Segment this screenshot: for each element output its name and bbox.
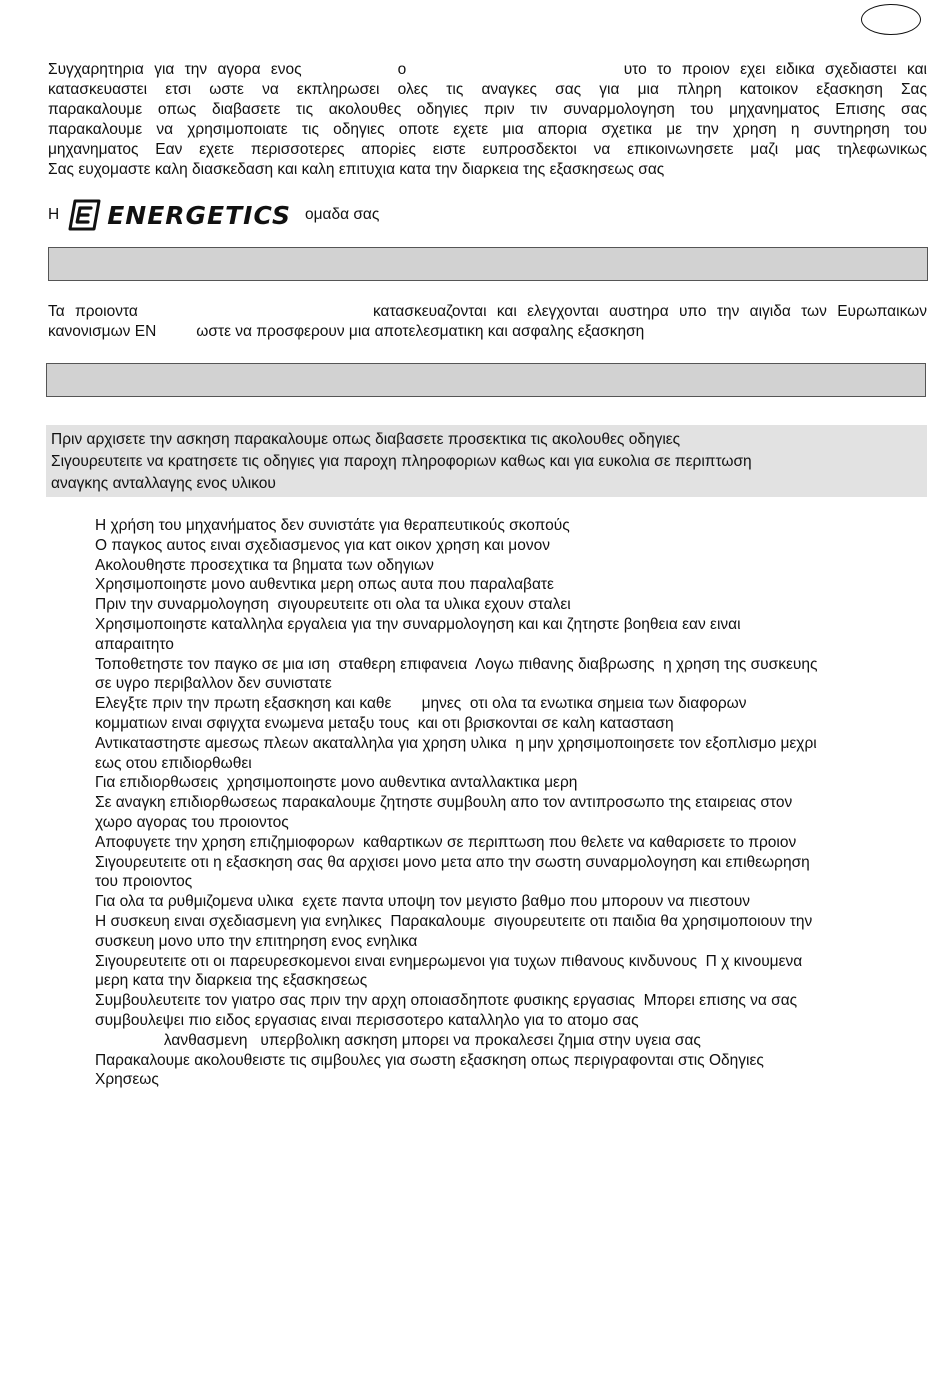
rule-line: Αντικαταστηστε αμεσως πλεων ακαταλληλα για χρηση υλικα η μην χρησιμοποιησετε τον εξοπλισμο μεχρι	[95, 734, 817, 752]
rule-line: Ο παγκος αυτος ειναι σχεδιασμενος για κατ οικον χρηση και μονον	[95, 536, 550, 554]
rule-line: Τοποθετηστε τον παγκο σε μια ιση σταθερη επιφανεια Λογω πιθανης διαβρωσης η χρηση της συσκευης	[95, 655, 818, 673]
section-header-bar	[48, 247, 928, 281]
rule-line: Σε αναγκη επιδιορθωσεως παρακαλουμε ζητηστε συμβουλη απο τον αντιπροσωπο της εταιρειας στον	[95, 794, 793, 812]
rule-line: Για ολα τα ρυθμιζομενα υλικα εχετε παντα υποψη τον μεγιστο βαθμο που μπορουν να πιεστουν	[95, 893, 751, 911]
rule-line: Πριν την συναρμολογηση σιγουρευτειτε οτι ολα τα υλικα εχουν σταλει	[95, 596, 571, 614]
notice-line: αναγκης ανταλλαγης ενος υλικου	[51, 475, 276, 492]
intro-line	[48, 60, 927, 80]
section-header-bar	[46, 363, 926, 397]
intro-paragraph	[48, 60, 927, 180]
rule-line: απαραιτητο	[95, 635, 174, 653]
rule-line: σε υγρο περιβαλλον δεν συνιστατε	[95, 675, 332, 693]
rule-line: Σιγουρευτειτε οτι η εξασκηση σας θα αρχισει μονο μετα απο την σωστη συναρμολογηση και επιθεωρηση	[95, 853, 810, 871]
notice-box	[46, 425, 927, 497]
energetics-logo	[67, 199, 291, 231]
brand-name: ENERGETICS	[107, 200, 291, 230]
rule-line: Συμβουλευτειτε τον γιατρο σας πριν την αρχη οποιασδηποτε φυσικης εργασιας Μπορει επισης να σας	[95, 992, 798, 1010]
standards-text: Τα προιοντα	[48, 303, 138, 320]
notice-line: Σιγουρευτειτε να κρατησετε τις οδηγιες για παροχη πληροφοριων καθως και για ευκολια σε περιπτωση	[51, 453, 752, 470]
rule-line: Παρακαλουμε ακολουθειστε τις σιμβουλες για σωστη εξασκηση οπως περιγραφονται στις Οδηγιες	[95, 1051, 764, 1069]
rule-line: Χρησιμοποιηστε μονο αυθεντικα μερη οπως αυτα που παραλαβατε	[95, 576, 554, 594]
intro-line: μηχανηματος Εαν εχετε περισσοτερες απορiες ειστε ευπροσδεκτοι να επικοινωνησετε μαζι μας τηλεφωνικως	[48, 141, 927, 158]
rule-line: κομματιων ειναι σφιγχτα ενωμενα μεταξυ τους και οτι βρισκονται σε καλη κατασταση	[95, 714, 674, 732]
signature-prefix: Η	[48, 206, 60, 223]
notice-line: Πριν αρχισετε την ασκηση παρακαλουμε οπως διαβασετε προσεκτικα τις ακολουθες οδηγιες	[51, 431, 681, 448]
rule-line: του προιοντος	[95, 873, 193, 891]
standards-line	[48, 322, 927, 342]
standards-text: κατασκευαζονται και ελεγχονται αυστηρα υπο την αιγιδα των Ευρωπαικων	[373, 303, 927, 320]
intro-text-c: υτο το προιον εχει ειδικα σχεδιαστει και	[623, 61, 927, 78]
language-badge	[861, 4, 921, 35]
safety-rules-list	[95, 516, 930, 1090]
signature-suffix: ομαδα σας	[304, 206, 380, 223]
intro-line: κατασκευαστει ετσι ωστε να εκπληρωσει ολες τις αναγκες σας για μια πληρη κατοικον εξασκηση Σας	[48, 81, 927, 98]
rule-line: χωρο αγορας του προιοντος	[95, 813, 289, 831]
rule-line: Η συσκευη ειναι σχεδιασμενη για ενηλικες Παρακαλουμε σιγουρευτειτε οτι παιδια θα χρησιμοποιουν την	[95, 912, 813, 930]
rule-line: λανθασμενη υπερβολικη ασκηση μπορει να προκαλεσει ζημια στην υγεια σας	[95, 1031, 701, 1049]
standards-text: ωστε να προσφερουν μια αποτελεσματικη και ασφαλης εξασκηση	[196, 323, 645, 340]
rule-line: μερη κατα την διαρκεια της εξασκησεως	[95, 972, 368, 990]
standards-line	[48, 302, 927, 322]
rule-line: εως οτου επιδιορθωθει	[95, 754, 252, 772]
intro-line: παρακαλουμε οπως διαβασετε τις ακολουθες οδηγιες πριν τιν συναρμολογηση του μηχανηματος Επισης σας	[48, 101, 927, 118]
standards-text: κανονισμων ΕΝ	[48, 323, 157, 340]
energetics-e-icon	[67, 199, 101, 231]
rule-line: Αποφυγετε την χρηση επιζημιοφορων καθαρτικων σε περιπτωση που θελετε να καθαρισετε το προιον	[95, 833, 797, 851]
intro-line: παρακαλουμε να χρησιμοποιατε τις οδηγιες οποτε εχετε μια απορια σχετικα με την χρηση η συντηρηση του	[48, 121, 927, 138]
rule-line: Η χρήση του μηχανήματος δεν συνιστάτε για θεραπευτικούς σκοπούς	[95, 517, 570, 534]
rule-line: Χρησιμοποιηστε καταλληλα εργαλεια για την συναρμολογηση και και ζητηστε βοηθεια εαν ειναι	[95, 615, 741, 633]
rule-line: συσκευη μονο υπο την επιτηρηση ενος ενηλικα	[95, 932, 418, 950]
signature-line	[48, 199, 379, 231]
intro-text-b: ο	[397, 61, 407, 78]
rule-line: Σιγουρευτειτε οτι οι παρευρεσκομενοι ειναι ενημερωμενοι για τυχων πιθανους κινδυνους Π χ κινουμενα	[95, 952, 803, 970]
rule-line: Ακολουθηστε προσεχτικα τα βηματα των οδηγιων	[95, 556, 434, 574]
standards-paragraph	[48, 302, 927, 342]
intro-line: Σας ευχομαστε καλη διασκεδαση και καλη επιτυχια κατα την διαρκεια της εξασκησεως σας	[48, 161, 665, 178]
rule-line: Για επιδιορθωσεις χρησιμοποιηστε μονο αυθεντικα ανταλλακτικα μερη	[95, 774, 578, 792]
rule-line: συμβουλεψει πιο ειδος εργασιας ειναι περισσοτερο καταλληλο για το ατομο σας	[95, 1011, 639, 1029]
rule-line: Ελεγξτε πριν την πρωτη εξασκηση και καθε μηνες οτι ολα τα ενωτικα σημεια των διαφορων	[95, 695, 747, 713]
intro-text-a: Συγχαρητηρια για την αγορα ενος	[48, 61, 302, 78]
rule-line: Χρησεως	[95, 1071, 159, 1089]
